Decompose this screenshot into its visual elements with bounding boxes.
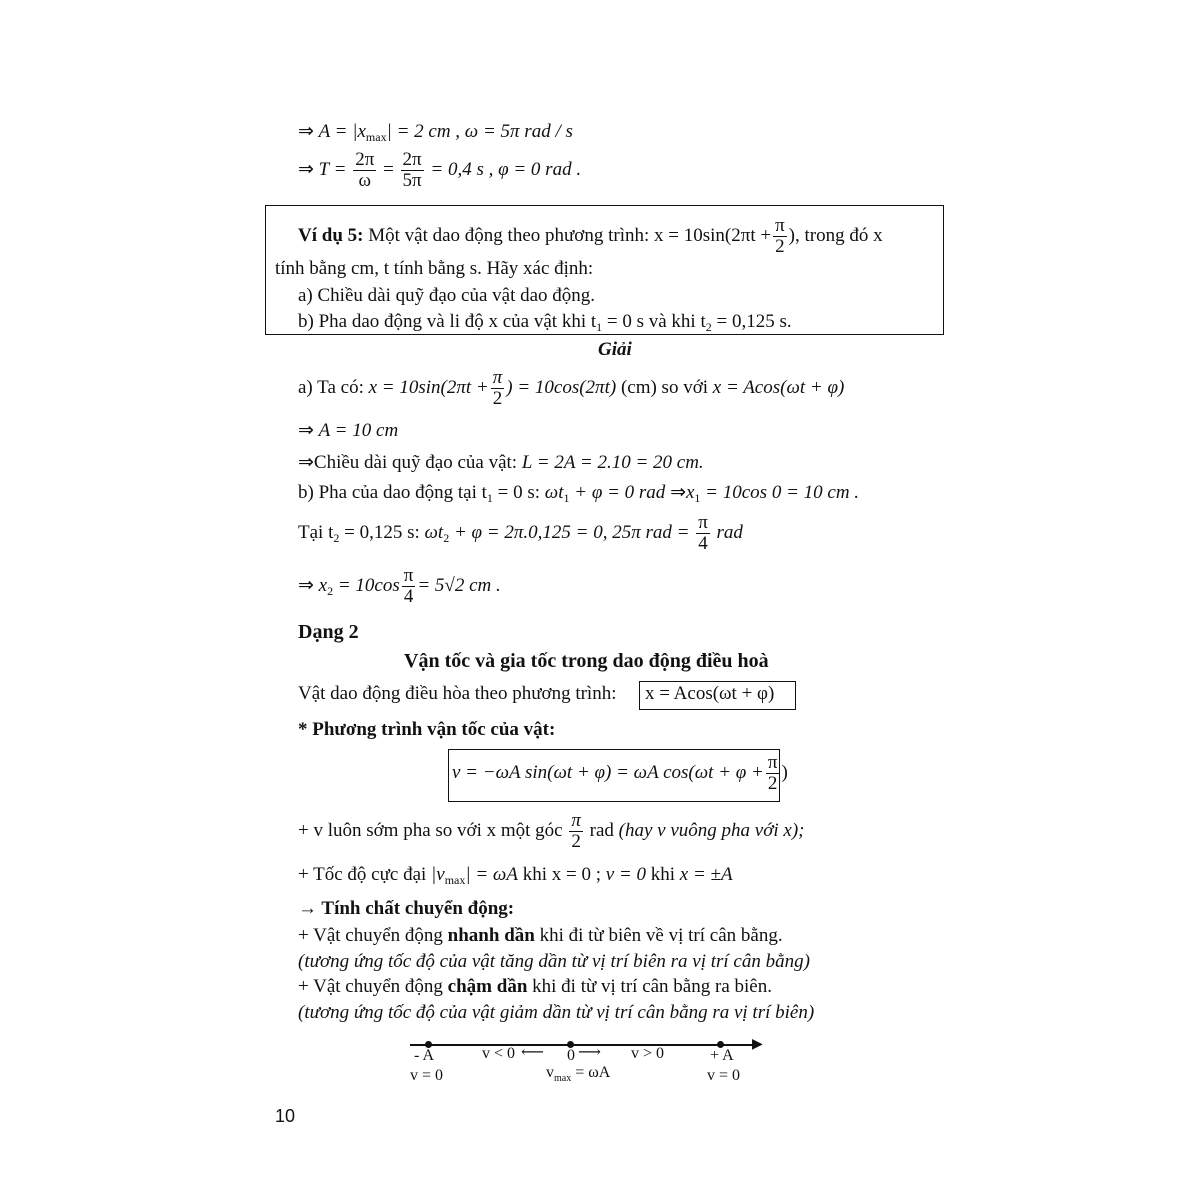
solution-text: a) Ta có: (298, 376, 364, 398)
formula-text: A = |x (318, 121, 366, 142)
denominator: 2 (492, 387, 503, 409)
label-right-v-zero: v = 0 (707, 1067, 741, 1084)
solution-d-line (298, 566, 501, 607)
example-item-a: a) Chiều dài quỹ đạo của vật dao động. (298, 285, 596, 306)
axis-arrowhead-icon: ▶ (752, 1037, 763, 1052)
solution-equation: ωt (424, 521, 444, 543)
example-line-2: tính bằng cm, t tính bằng s. Hãy xác định: (275, 258, 594, 279)
fraction (696, 513, 710, 554)
formula-text: | = 2 cm , ω = 5π rad / s (386, 121, 573, 142)
solution-a-line-2 (298, 419, 398, 442)
property-equation: |v (431, 864, 445, 885)
solution-equation: x = Acos(ωt + φ) (712, 376, 845, 398)
solution-equation: ωt (544, 482, 564, 503)
motion-1-note: (tương ứng tốc độ của vật tăng dần từ vị trí biên ra vị trí cân bằng) (298, 951, 810, 972)
subscript: 1 (596, 320, 603, 334)
property-text: + Tốc độ cực đại (298, 864, 427, 885)
label-v-negative: v < 0 (482, 1045, 516, 1062)
solution-equation: A = 10 cm (318, 420, 399, 441)
solution-text: Tại t (298, 521, 334, 543)
numerator: 2π (355, 149, 375, 170)
subscript: max (365, 130, 387, 144)
motion-2-note: (tương ứng tốc độ của vật giảm dần từ vị trí cân bằng ra vị trí biên) (298, 1002, 815, 1023)
solution-text: = 0,125 s: (339, 521, 420, 543)
section-heading: Dạng 2 (298, 621, 359, 643)
fraction (401, 150, 424, 191)
intro-equation: x = Acos(ωt + φ) (645, 683, 775, 704)
property-note: (hay v vuông pha với x); (618, 819, 805, 841)
solution-text: b) Pha của dao động tại t (298, 482, 487, 503)
numerator: π (571, 810, 581, 831)
subscript: 1 (563, 491, 570, 505)
section-title: Vận tốc và gia tốc trong dao động điều hoà (404, 650, 769, 672)
example-equation: ), trong đó x (788, 224, 883, 246)
fraction (773, 216, 787, 257)
label-vmax (546, 1064, 610, 1082)
implies-arrow: ⇒ (298, 157, 314, 180)
vmax-text: = ωA (571, 1064, 611, 1081)
implies-arrow: ⇒ (298, 419, 314, 441)
subscript: max (554, 1073, 572, 1084)
implies-arrow: ⇒ (670, 481, 686, 503)
solution-equation: x (318, 574, 328, 596)
equation-text: ) (781, 761, 788, 783)
example-text: Một vật dao động theo phương trình: (368, 224, 650, 246)
solution-equation: = 10cos (333, 574, 400, 596)
subscript: max (444, 873, 466, 887)
example-text: = 0 s và khi t (602, 311, 706, 332)
denominator: 2 (767, 772, 778, 794)
subscript: 2 (443, 530, 450, 545)
fraction (353, 150, 376, 191)
numerator: π (767, 752, 778, 773)
motion-emphasis: chậm dần (447, 976, 528, 997)
denominator: 2 (775, 235, 785, 257)
fraction (402, 566, 416, 607)
solution-equation: = 10cos 0 = 10 cm . (700, 482, 860, 503)
property-equation: v = 0 (605, 864, 646, 885)
numerator: π (775, 215, 785, 236)
solution-equation: + φ = 0 rad (569, 482, 666, 503)
denominator: 2 (571, 830, 581, 852)
property-1 (298, 811, 804, 852)
right-arrow-icon: ⟶ (578, 1044, 601, 1061)
property-equation: | = ωA (465, 864, 518, 885)
subscript: 2 (705, 320, 712, 334)
denominator: ω (358, 169, 372, 191)
numerator: 2π (402, 149, 422, 170)
formula-text: T = (318, 158, 347, 180)
property-text: + v luôn sớm pha so với x một góc (298, 819, 563, 841)
solution-text: = 0 s: (492, 482, 541, 503)
implies-arrow: ⇒ (298, 120, 314, 142)
solution-text: Chiều dài quỹ đạo của vật: (313, 452, 518, 473)
motion-heading: → Tính chất chuyển động: (298, 898, 515, 919)
solution-b-line (298, 481, 859, 504)
property-text: rad (589, 819, 614, 841)
example-item-b (298, 311, 792, 333)
property-text: khi x = 0 ; (522, 864, 601, 885)
example-text: b) Pha dao động và li độ x của vật khi t (298, 311, 597, 332)
solution-equation: ) = 10cos(2πt) (506, 376, 617, 398)
motion-text: khi đi từ biên về vị trí cân bằng. (539, 925, 783, 946)
label-v-positive: v > 0 (631, 1045, 665, 1062)
motion-text: khi đi từ vị trí cân bằng ra biên. (532, 976, 772, 997)
velocity-equation (452, 753, 788, 794)
example-equation: x = 10sin(2πt + (654, 224, 772, 246)
numerator: π (698, 512, 708, 533)
denominator: 5π (402, 169, 422, 191)
solution-equation: x (685, 482, 695, 503)
numerator: π (492, 367, 503, 388)
motion-1 (298, 925, 783, 947)
solution-a-line-3 (298, 451, 704, 474)
motion-text: + Vật chuyển động (298, 925, 443, 946)
formula-text: = (383, 158, 394, 180)
intro-text: Vật dao động điều hòa theo phương trình: (298, 683, 617, 704)
denominator: 4 (403, 585, 414, 607)
subscript: 2 (327, 583, 334, 598)
velocity-heading: * Phương trình vận tốc của vật: (298, 719, 556, 740)
vmax-text: v (546, 1064, 554, 1081)
label-left-v-zero: v = 0 (410, 1067, 444, 1084)
label-zero: 0 (567, 1047, 575, 1064)
solution-equation: = 5√2 cm . (417, 574, 501, 596)
denominator: 4 (698, 532, 708, 554)
solution-equation: x = 10sin(2πt + (368, 376, 489, 398)
equation-text: v = −ωA sin(ωt + φ) = ωA cos(ωt + φ + (452, 761, 764, 783)
example-label: Ví dụ 5: (298, 224, 364, 246)
solution-a-line-1 (298, 368, 844, 409)
subscript: 1 (486, 491, 493, 505)
solution-text: (cm) so với (620, 376, 709, 398)
numerator: π (403, 565, 414, 586)
page-number: 10 (275, 1106, 296, 1126)
formula-period (298, 150, 581, 191)
fraction (569, 811, 583, 852)
property-2 (298, 864, 733, 886)
fraction (766, 753, 780, 794)
example-line-1 (298, 216, 883, 257)
implies-arrow: ⇒ (298, 451, 314, 473)
solution-equation: rad (716, 521, 743, 543)
motion-text: + Vật chuyển động (298, 976, 443, 997)
left-arrow-icon: ⟵ (521, 1044, 544, 1061)
solution-title: Giải (598, 339, 632, 360)
property-equation: x = ±A (679, 864, 733, 885)
label-minus-a: - A (414, 1047, 434, 1064)
motion-2 (298, 976, 772, 998)
label-plus-a: + A (710, 1047, 734, 1064)
subscript: 1 (694, 491, 701, 505)
formula-text: = 0,4 s , φ = 0 rad . (430, 158, 582, 180)
fraction (491, 368, 505, 409)
solution-c-line (298, 513, 743, 554)
solution-equation: L = 2A = 2.10 = 20 cm. (521, 452, 704, 473)
motion-emphasis: nhanh dần (447, 925, 535, 946)
property-text: khi (650, 864, 676, 885)
example-text: = 0,125 s. (711, 311, 792, 332)
implies-arrow: ⇒ (298, 573, 314, 596)
subscript: 2 (333, 530, 340, 545)
formula-amplitude-omega (298, 120, 573, 143)
solution-equation: + φ = 2π.0,125 = 0, 25π rad = (449, 521, 690, 543)
